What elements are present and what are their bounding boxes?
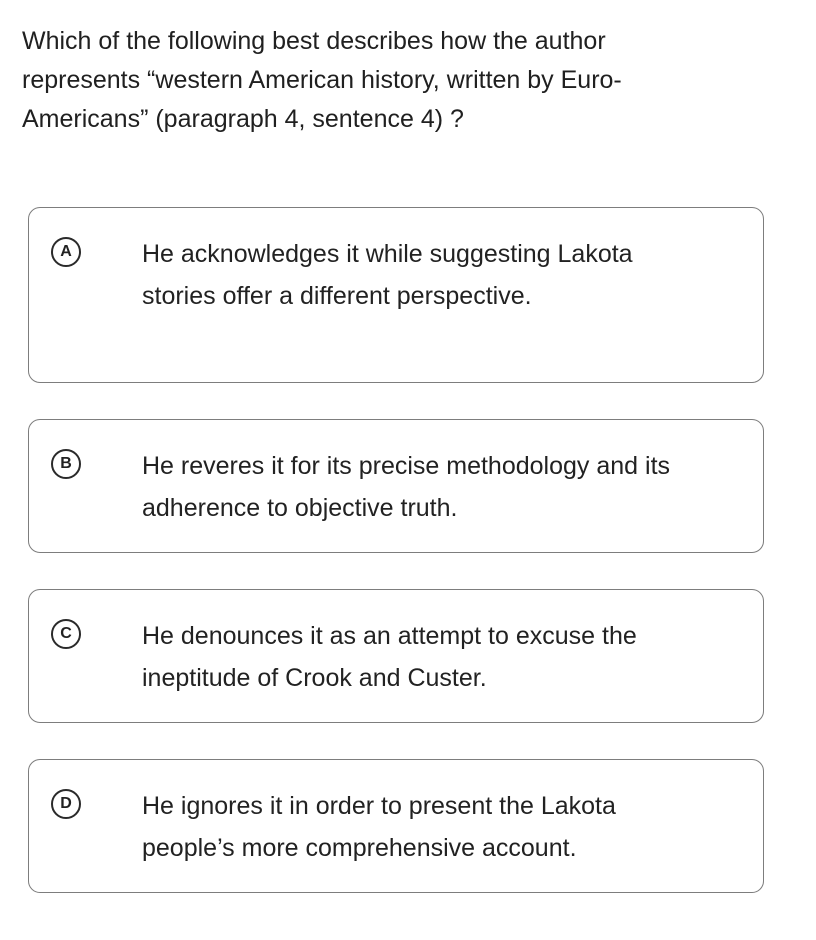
question-text: Which of the following best describes how the author represents “western American history, written by Euro-Americans” (paragraph 4, sentence 4) ? xyxy=(22,27,622,133)
answer-choice-a[interactable] xyxy=(28,207,764,383)
choice-a-text: He acknowledges it while suggesting Lakota stories offer a different perspective. xyxy=(142,240,633,310)
choice-d-text: He ignores it in order to present the Lakota people’s more comprehensive account. xyxy=(142,792,616,862)
choice-b-text: He reveres it for its precise methodology and its adherence to objective truth. xyxy=(142,452,671,522)
choice-letter-a-badge: A xyxy=(51,237,81,267)
choice-c-text: He denounces it as an attempt to excuse the ineptitude of Crook and Custer. xyxy=(142,622,637,692)
choice-letter-c-badge: C xyxy=(51,619,81,649)
choice-letter-d-badge: D xyxy=(51,789,81,819)
choice-letter-b-badge: B xyxy=(51,449,81,479)
answer-choice-b[interactable] xyxy=(28,419,764,553)
answer-choice-d[interactable] xyxy=(28,759,764,893)
answer-choice-c[interactable] xyxy=(28,589,764,723)
